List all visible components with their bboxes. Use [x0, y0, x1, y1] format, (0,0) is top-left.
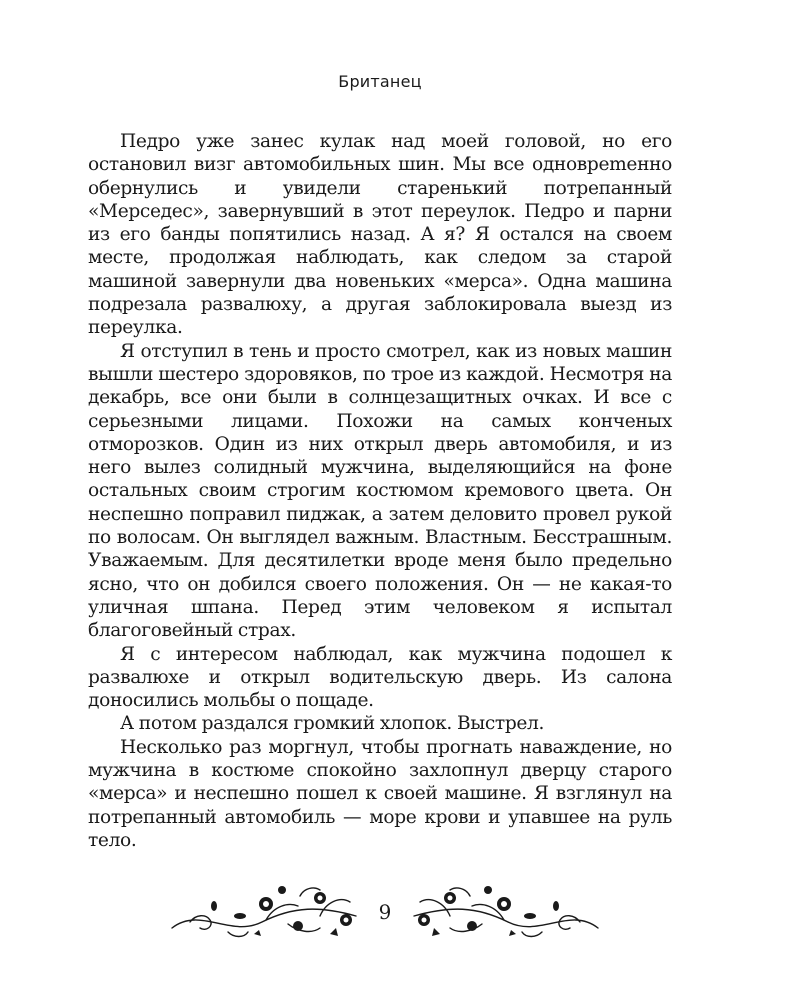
floral-ornament-right-icon: [410, 876, 600, 946]
page-footer: [170, 876, 590, 946]
paragraph: Несколько раз моргнул, чтобы прогнать наваждение, но мужчина в костюме спокойно захлопнул дверцу старого «мерса» и неспешно пошел к своей машине. Я взглянул на потрепанный автомобиль — море крови и упавшее на руль тело.: [88, 736, 672, 851]
page-number: 9: [378, 900, 392, 924]
running-title: Британец: [338, 72, 422, 91]
floral-ornament-left-icon: [170, 876, 360, 946]
paragraph: Я с интересом наблюдал, как мужчина подошел к развалюхе и открыл водительскую дверь. Из салона доносились мольбы о пощаде.: [88, 643, 672, 712]
paragraph: Я отступил в тень и просто смотрел, как из новых машин вышли шестеро здоровяков, по трое из каждой. Несмотря на декабрь, все они были в солнцезащитных очках. И все с серьезными лицами. Похожи на самых конченых отморозков. Один из них открыл дверь автомобиля, и из него вылез солидный мужчина, выделяющийся на фоне остальных своим строгим костюмом кремового цвета. Он неспешно поправил пиджак, а затем деловито провел рукой по волосам. Он выглядел важным. Властным. Бесстрашным. Уважаемым. Для десятилетки вроде меня было предельно ясно, что он добился своего положения. Он — не какая-то уличная шпана. Перед этим человеком я испытал благоговейный страх.: [88, 340, 672, 642]
paragraph: А потом раздался громкий хлопок. Выстрел.: [120, 713, 545, 735]
body-text: [88, 130, 672, 852]
paragraph: Педро уже занес кулак над моей головой, но его остановил визг автомобильных шин. Мы все одновреmенно обернулись и увидели старенький потрепанный «Мерседес», завернувший в этот переулок. Педро и парни из его банды попятились назад. А я? Я остался на своем месте, продолжая наблюдать, как следом за старой машиной завернули два новеньких «мерса». Одна машина подрезала развалюху, а другая заблокировала выезд из переулка.: [88, 131, 672, 339]
